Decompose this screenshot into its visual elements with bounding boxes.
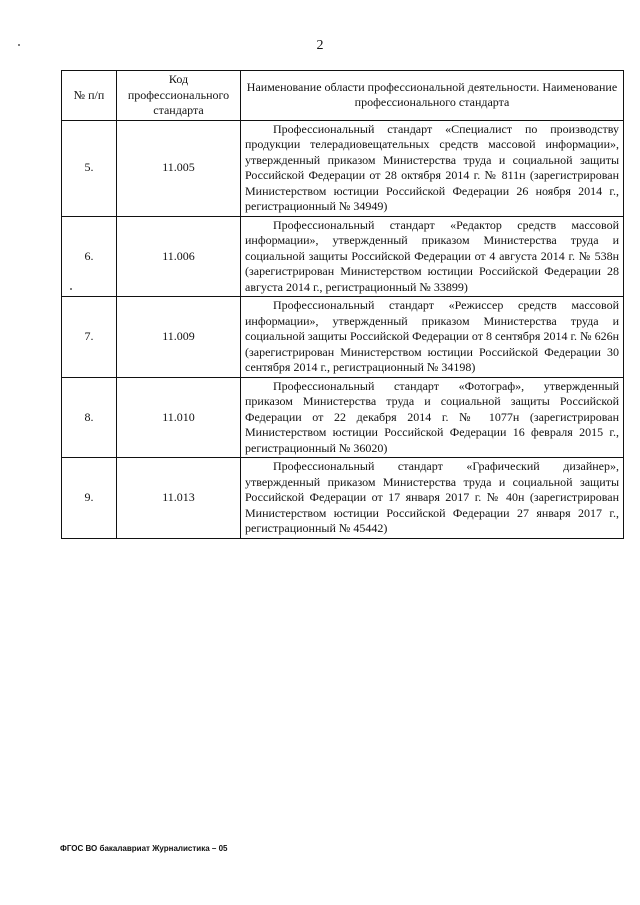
page-number: 2 — [316, 38, 324, 53]
table-row — [62, 216, 624, 297]
row-number: 5. — [62, 120, 117, 216]
row-name: Профессиональный стандарт «Специалист по производству продукции телерадиовещательных средств массовой информации», утвержденный приказом Министерства труда и социальной защиты Российской Федерации от 28 октября 2014 г. № 811н (зарегистрирован Министерством юстиции Российской Федерации 26 ноября 2014 г., регистрационный № 34949) — [241, 120, 624, 216]
row-code: 11.013 — [117, 458, 241, 539]
row-name: Профессиональный стандарт «Режиссер средств массовой информации», утвержденный приказом Министерства труда и социальной защиты Российской Федерации от 8 сентября 2014 г. № 626н (зарегистрирован Министерством юстиции Российской Федерации 30 сентября 2014 г., регистрационный № 34198) — [241, 297, 624, 378]
table-header-row — [62, 71, 624, 121]
row-name: Профессиональный стандарт «Графический дизайнер», утвержденный приказом Министерства труда и социальной защиты Российской Федерации от 17 января 2017 г. № 40н (зарегистрирован Министерством юстиции Российской Федерации 27 января 2017 г., регистрационный № 45442) — [241, 458, 624, 539]
row-code: 11.006 — [117, 216, 241, 297]
table-row — [62, 458, 624, 539]
header-name: Наименование области профессиональной деятельности. Наименование профессионального стандарта — [241, 71, 624, 121]
row-code: 11.009 — [117, 297, 241, 378]
row-number: 8. — [62, 377, 117, 458]
row-name: Профессиональный стандарт «Редактор средств массовой информации», утвержденный приказом Министерства труда и социальной защиты Российской Федерации от 4 августа 2014 г. № 538н (зарегистрирован Министерством юстиции Российской Федерации 28 августа 2014 г., регистрационный № 33899) — [241, 216, 624, 297]
scan-speck — [70, 288, 72, 290]
table-row — [62, 120, 624, 216]
professional-standards-table — [61, 70, 624, 539]
table-row — [62, 377, 624, 458]
footer-note: ФГОС ВО бакалавриат Журналистика – 05 — [60, 844, 228, 853]
row-number: 7. — [62, 297, 117, 378]
row-number: 6. — [62, 216, 117, 297]
scan-speck — [18, 44, 20, 46]
row-code: 11.010 — [117, 377, 241, 458]
row-number: 9. — [62, 458, 117, 539]
table-row — [62, 297, 624, 378]
header-code: Код профессионального стандарта — [117, 71, 241, 121]
row-name: Профессиональный стандарт «Фотограф», утвержденный приказом Министерства труда и социальной защиты Российской Федерации от 22 декабря 2014 г. № 1077н (зарегистрирован Министерством юстиции Российской Федерации 16 февраля 2015 г., регистрационный № 36020) — [241, 377, 624, 458]
row-code: 11.005 — [117, 120, 241, 216]
header-number: № п/п — [62, 71, 117, 121]
